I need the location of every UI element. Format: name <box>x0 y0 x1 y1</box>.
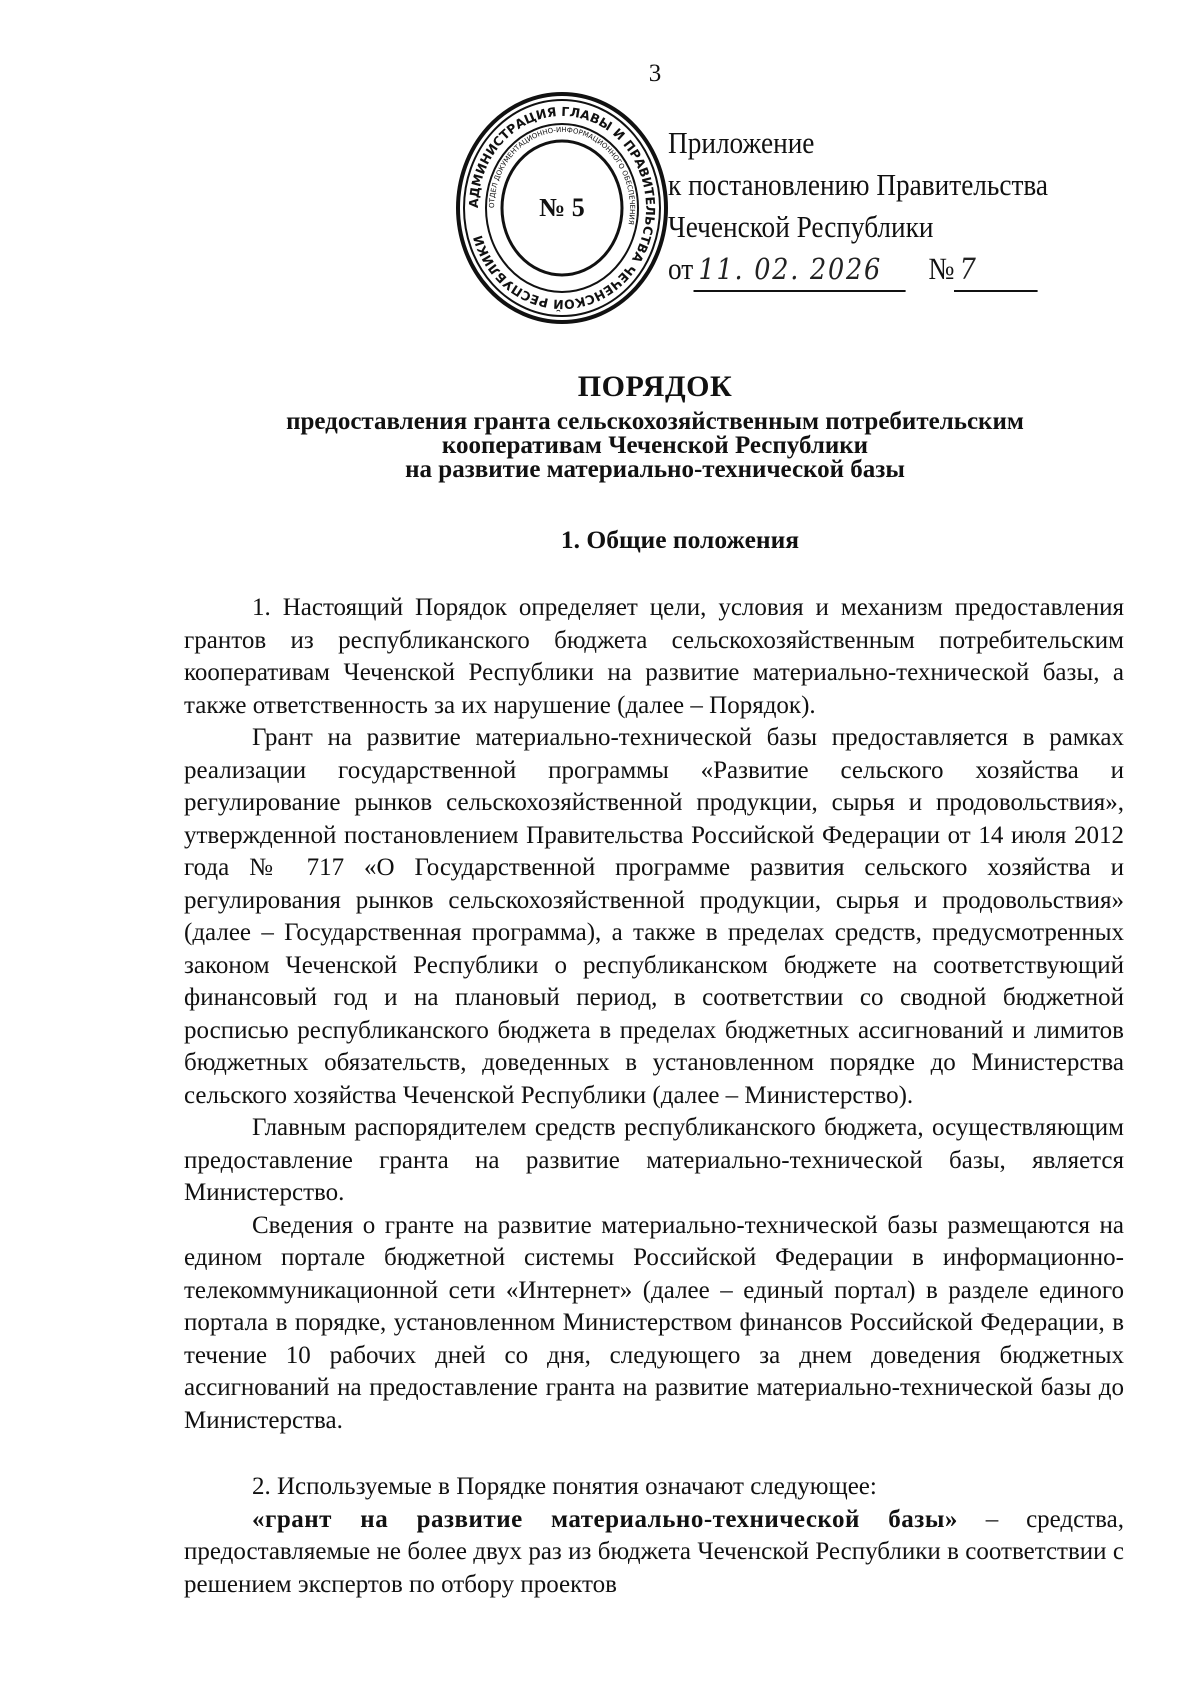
appendix-label: Приложение <box>668 125 815 160</box>
paragraph-definition <box>184 1504 1124 1602</box>
stamp-number: № 5 <box>539 193 585 222</box>
document-title: ПОРЯДОК <box>577 370 733 403</box>
document-subtitle <box>150 410 1160 482</box>
appendix-resolution: к постановлению Правительства <box>668 167 1049 202</box>
paragraph: 1. Настоящий Порядок определяет цели, условия и механизм предоставления грантов из республиканского бюджета сельскохозяйственным потребительским кооперативам Чеченской Республики на развитие материально-технической базы, а также ответственность за их нарушение (далее – Порядок). <box>184 594 1124 719</box>
handwritten-number: 7 <box>954 248 1037 292</box>
subtitle-line: на развитие материально-технической базы <box>405 456 905 483</box>
handwritten-date: 11. 02. 2026 <box>693 248 905 292</box>
number-prefix: № <box>928 251 955 286</box>
document-body <box>184 592 1124 1601</box>
stamp-inner-text: ОТДЕЛ ДОКУМЕНТАЦИОННО-ИНФОРМАЦИОННОГО ОБЕСПЕЧЕНИЯ <box>487 125 637 226</box>
subtitle-line: кооперативам Чеченской Республики <box>441 432 869 459</box>
official-stamp <box>455 88 670 328</box>
appendix-republic: Чеченской Республики <box>668 209 934 244</box>
subtitle-line: предоставления гранта сельскохозяйственным потребительским <box>286 408 1024 435</box>
section-heading: 1. Общие положения <box>560 525 800 554</box>
date-prefix: от <box>668 251 694 286</box>
appendix-block <box>668 122 1049 292</box>
paragraph: Грант на развитие материально-технической базы предоставляется в рамках реализации государственной программы «Развитие сельского хозяйства и регулирование рынков сельскохозяйственной продукции, сырья и продовольствия», утвержденной постановлением Правительства Российской Федерации от 14 июля 2012 года № 717 «О Государственной программе развития сельского хозяйства и регулирования рынков сельскохозяйственной продукции, сырья и продовольствия» (далее – Государственная программа), а также в пределах средств, предусмотренных законом Чеченской Республики о республиканском бюджете на соответствующий финансовый год и на плановый период, в соответствии со сводной бюджетной росписью республиканского бюджета в пределах бюджетных ассигнований и лимитов бюджетных обязательств, доведенных в установленном порядке до Министерства сельского хозяйства Чеченской Республики (далее – Министерство). <box>184 724 1124 1109</box>
appendix-date-row <box>668 248 1038 292</box>
definition-text: – средства, предоставляемые не более двух раз из бюджета Чеченской Республики в соответствии с решением экспертов по отбору проектов <box>184 1505 1124 1598</box>
defined-term: «грант на развитие материально-технической базы» <box>252 1505 958 1533</box>
page-number: 3 <box>648 60 662 87</box>
paragraph: Главным распорядителем средств республиканского бюджета, осуществляющим предоставление гранта на развитие материально-технической базы, является Министерство. <box>184 1114 1124 1206</box>
paragraph: 2. Используемые в Порядке понятия означают следующее: <box>252 1473 877 1500</box>
stamp-seal-icon <box>455 88 670 328</box>
paragraph: Сведения о гранте на развитие материально-технической базы размещаются на едином портале бюджетной системы Российской Федерации в информационно-телекоммуникационной сети «Интернет» (далее – единый портал) в разделе единого портала в порядке, установленном Министерством финансов Российской Федерации, в течение 10 рабочих дней со дня, следующего за днем доведения бюджетных ассигнований на предоставление гранта на развитие материально-технической базы до Министерства. <box>184 1211 1124 1434</box>
stamp-outer-text: АДМИНИСТРАЦИЯ ГЛАВЫ И ПРАВИТЕЛЬСТВА ЧЕЧЕНСКОЙ РЕСПУБЛИКИ <box>465 103 659 313</box>
